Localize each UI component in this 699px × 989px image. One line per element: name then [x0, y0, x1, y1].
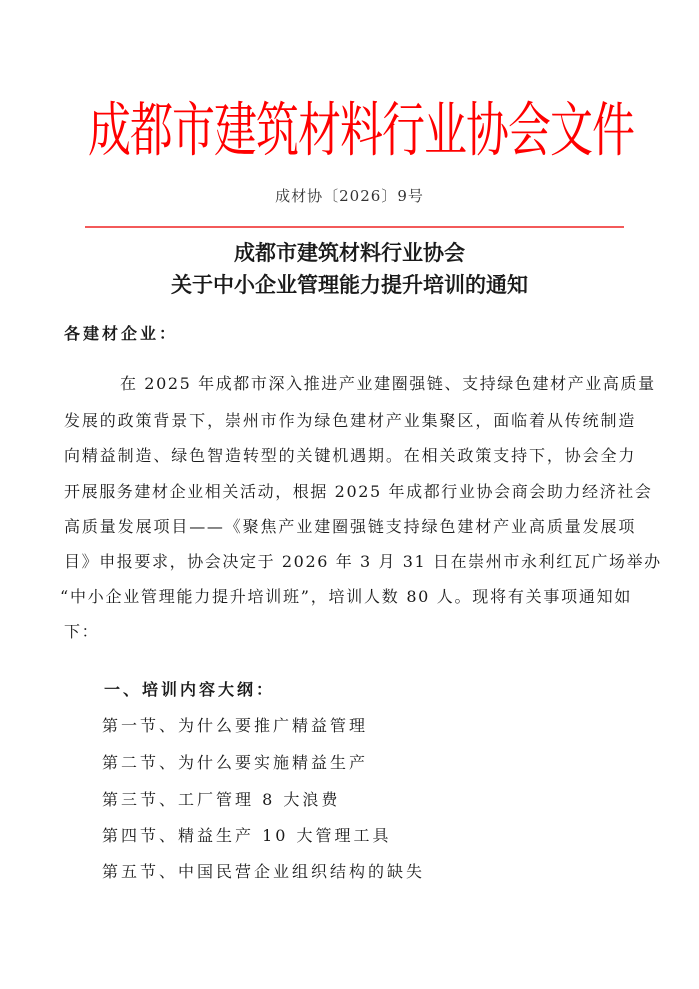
- outline-item: 第五节、中国民营企业组织结构的缺失: [102, 862, 426, 881]
- body-line: 向精益制造、绿色智造转型的关键机遇期。在相关政策支持下，协会全力: [64, 446, 636, 465]
- document-number: 成材协〔2026〕9号: [275, 187, 424, 205]
- red-divider-line: [85, 226, 624, 228]
- body-line: “中小企业管理能力提升培训班”，培训人数 80 人。现将有关事项通知如: [60, 587, 632, 606]
- salutation: 各建材企业：: [64, 324, 179, 343]
- body-line: 高质量发展项目——《聚焦产业建圈强链支持绿色建材产业高质量发展项: [64, 517, 636, 536]
- outline-item: 第三节、工厂管理 8 大浪费: [102, 790, 341, 809]
- body-line: 目》申报要求，协会决定于 2026 年 3 月 31 日在崇州市永利红瓦广场举办: [64, 552, 662, 571]
- body-line: 在 2025 年成都市深入推进产业建圈强链、支持绿色建材产业高质量: [120, 374, 656, 393]
- body-line: 发展的政策背景下，崇州市作为绿色建材产业集聚区，面临着从传统制造: [64, 411, 636, 430]
- outline-item: 第一节、为什么要推广精益管理: [102, 716, 369, 735]
- outline-item: 第四节、精益生产 10 大管理工具: [102, 826, 392, 845]
- issuer-header: 成都市建筑材料行业协会文件: [88, 96, 634, 166]
- section-heading-training-outline: 一、培训内容大纲：: [104, 680, 276, 699]
- document-title-line-2: 关于中小企业管理能力提升培训的通知: [171, 273, 528, 297]
- body-line: 下：: [64, 622, 100, 641]
- outline-item: 第二节、为什么要实施精益生产: [102, 753, 369, 772]
- document-title-line-1: 成都市建筑材料行业协会: [234, 241, 465, 265]
- body-line: 开展服务建材企业相关活动，根据 2025 年成都行业协会商会助力经济社会: [64, 482, 653, 501]
